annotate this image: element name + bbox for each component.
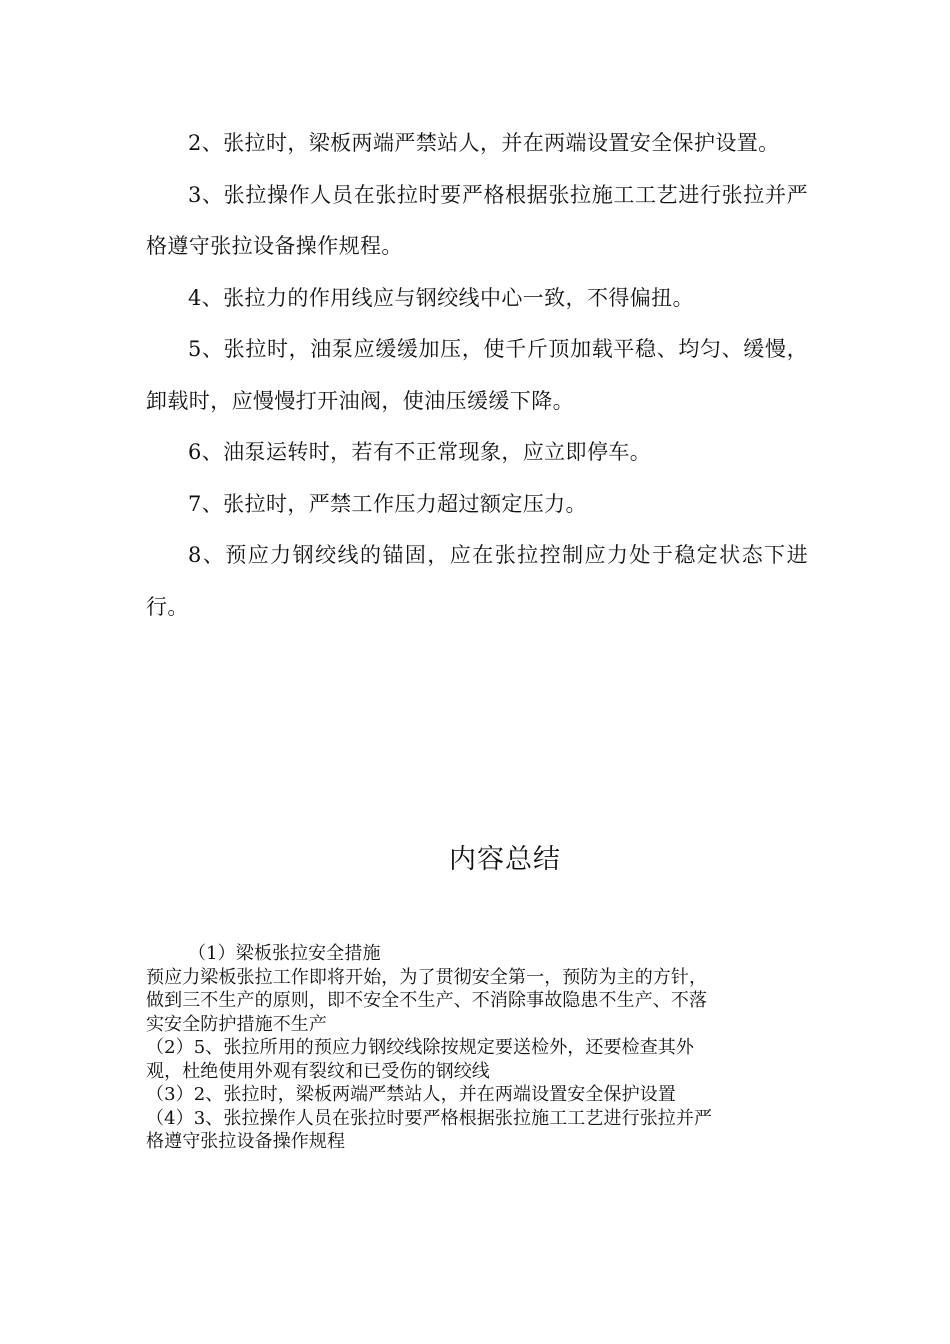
summary-heading: （1）梁板张拉安全措施 (188, 943, 381, 964)
summary-line: 实安全防护措施不生产 (146, 1013, 327, 1035)
paragraph-item-2: 2、张拉时，梁板两端严禁站人，并在两端设置安全保护设置。 (188, 131, 780, 155)
paragraph-item-4: 4、张拉力的作用线应与钢绞线中心一致，不得偏扭。 (188, 285, 694, 310)
paragraph-item-7: 7、张拉时，严禁工作压力超过额定压力。 (188, 491, 587, 516)
summary-line: （3）2、张拉时，梁板两端严禁站人，并在两端设置安全保护设置 (146, 1084, 676, 1105)
paragraph-item-6: 6、油泵运转时，若有不正常现象，应立即停车。 (188, 440, 652, 464)
summary-line: 格遵守张拉设备操作规程 (146, 1131, 346, 1152)
summary-title: 内容总结 (449, 844, 561, 875)
summary-line: 预应力梁板张拉工作即将开始，为了贯彻安全第一，预防为主的方针， (146, 966, 708, 988)
summary-section (146, 942, 796, 1154)
paragraph-item-3: 3、张拉操作人员在张拉时要严格根据张拉施工工艺进行张拉并严格遵守张拉设备操作规程。 (146, 182, 808, 258)
paragraph-item-8: 8、预应力钢绞线的锚固，应在张拉控制应力处于稳定状态下进行。 (146, 543, 808, 619)
summary-line: （4）3、张拉操作人员在张拉时要严格根据张拉施工工艺进行张拉并严 (146, 1107, 713, 1129)
paragraph-item-5: 5、张拉时，油泵应缓缓加压，使千斤顶加载平稳、均匀、缓慢，卸载时，应慢慢打开油阀，使油压缓缓下降。 (146, 337, 808, 413)
summary-line: （2）5、张拉所用的预应力钢绞线除按规定要送检外，还要检查其外 (146, 1037, 695, 1058)
summary-line: 观，杜绝使用外观有裂纹和已受伤的钢绞线 (146, 1060, 490, 1082)
summary-line: 做到三不生产的原则，即不安全不生产、不消除事故隐患不生产、不落 (146, 990, 708, 1011)
safety-measures-body (146, 118, 808, 633)
